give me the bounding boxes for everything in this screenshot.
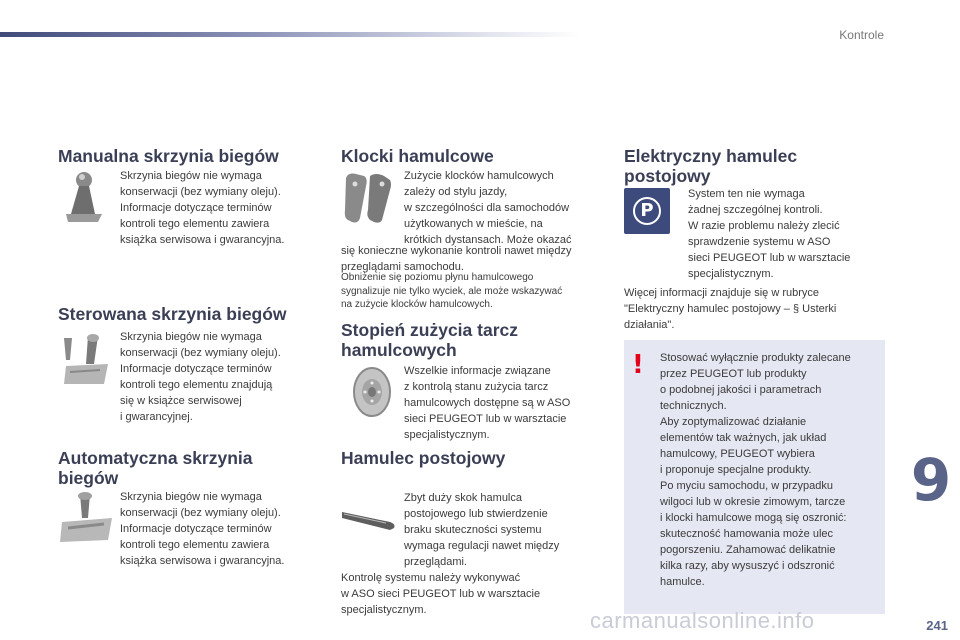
warning-exclamation-icon: ! <box>632 350 644 380</box>
robotised-gearbox-heading: Sterowana skrzynia biegów <box>58 304 287 324</box>
section-title: Kontrole <box>839 28 884 42</box>
brake-pads-icon <box>342 170 394 226</box>
parking-brake-text-continued: Kontrolę systemu należy wykonywać w ASO sieci PEUGEOT lub w warsztacie specjalistycznym. <box>341 572 541 616</box>
brake-pads-heading: Klocki hamulcowe <box>341 146 494 166</box>
robotised-gearbox-text: Skrzynia biegów nie wymaga konserwacji (bez wymiany oleju). Informacje dotyczące terminów kontroli tego elementu znajdują się w książce serwisowej i gwarancyjnej. <box>120 331 281 423</box>
manual-gear-lever-icon <box>62 170 106 224</box>
automatic-gear-selector-icon <box>58 492 114 546</box>
brake-pads-text-continued: się konieczne wykonanie kontroli nawet między przeglądami samochodu. <box>341 245 572 273</box>
brake-fluid-note: Obniżenie się poziomu płynu hamulcowego sygnalizuje nie tylko wyciek, ale może wskazywać na zużycie klocków hamulcowych. <box>341 272 563 310</box>
brake-discs-heading: Stopień zużycia tarcz hamulcowych <box>341 320 518 360</box>
brake-disc-icon <box>346 364 394 418</box>
parking-brake-lever-icon <box>340 504 398 534</box>
automatic-gearbox-text: Skrzynia biegów nie wymaga konserwacji (bez wymiany oleju). Informacje dotyczące terminów kontroli tego elementu zawiera książka serwisowa i gwarancyjna. <box>120 491 285 567</box>
brake-pads-text: Zużycie klocków hamulcowych zależy od stylu jazdy, w szczególności dla samochodów użytkowanych w mieście, na krótkich dystansach. Może okazać <box>404 170 572 246</box>
warning-text: Stosować wyłącznie produkty zalecane przez PEUGEOT lub produkty o podobnej jakości i parametrach technicznych. Aby zoptymalizować działanie elementów tak ważnych, jak układ hamulcowy, PEUGEOT wybiera i proponuje specjalne produkty. Po myciu samochodu, w przypadku wilgoci lub w okresie zimowym, tarcze i klocki hamulcowe mogą się oszronić: skuteczność hamowania może ulec pogorszeniu. Zahamować delikatnie kilka razy, aby wysuszyć i odszronić hamulce. <box>660 352 851 588</box>
robotised-gear-lever-icon <box>60 334 112 388</box>
electric-parking-brake-more-info: Więcej informacji znajduje się w rubryce "Elektryczny hamulec postojowy – § Usterki działania". <box>624 287 837 331</box>
manual-gearbox-heading: Manualna skrzynia biegów <box>58 146 279 166</box>
header-gradient-bar <box>0 32 580 37</box>
automatic-gearbox-heading: Automatyczna skrzynia biegów <box>58 448 253 488</box>
parking-brake-heading: Hamulec postojowy <box>341 448 506 468</box>
electric-parking-brake-heading: Elektryczny hamulec postojowy <box>624 146 798 186</box>
page-number: 241 <box>926 618 948 633</box>
brake-discs-text: Wszelkie informacje związane z kontrolą stanu zużycia tarcz hamulcowych dostępne są w ASO sieci PEUGEOT lub w warsztacie specjalistycznym. <box>404 365 571 441</box>
watermark: carmanualsonline.info <box>590 608 815 633</box>
electric-parking-brake-text: System ten nie wymaga żadnej szczególnej kontroli. W razie problemu należy zlecić sprawdzenie systemu w ASO sieci PEUGEOT lub w warsztacie specjalistycznym. <box>688 188 851 280</box>
electric-parking-brake-icon: P <box>624 188 670 234</box>
chapter-number: 9 <box>910 446 952 514</box>
manual-gearbox-text: Skrzynia biegów nie wymaga konserwacji (bez wymiany oleju). Informacje dotyczące terminów kontroli tego elementu zawiera książka serwisowa i gwarancyjna. <box>120 170 285 246</box>
parking-brake-text: Zbyt duży skok hamulca postojowego lub stwierdzenie braku skuteczności systemu wymaga regulacji nawet między przeglądami. <box>404 492 560 568</box>
